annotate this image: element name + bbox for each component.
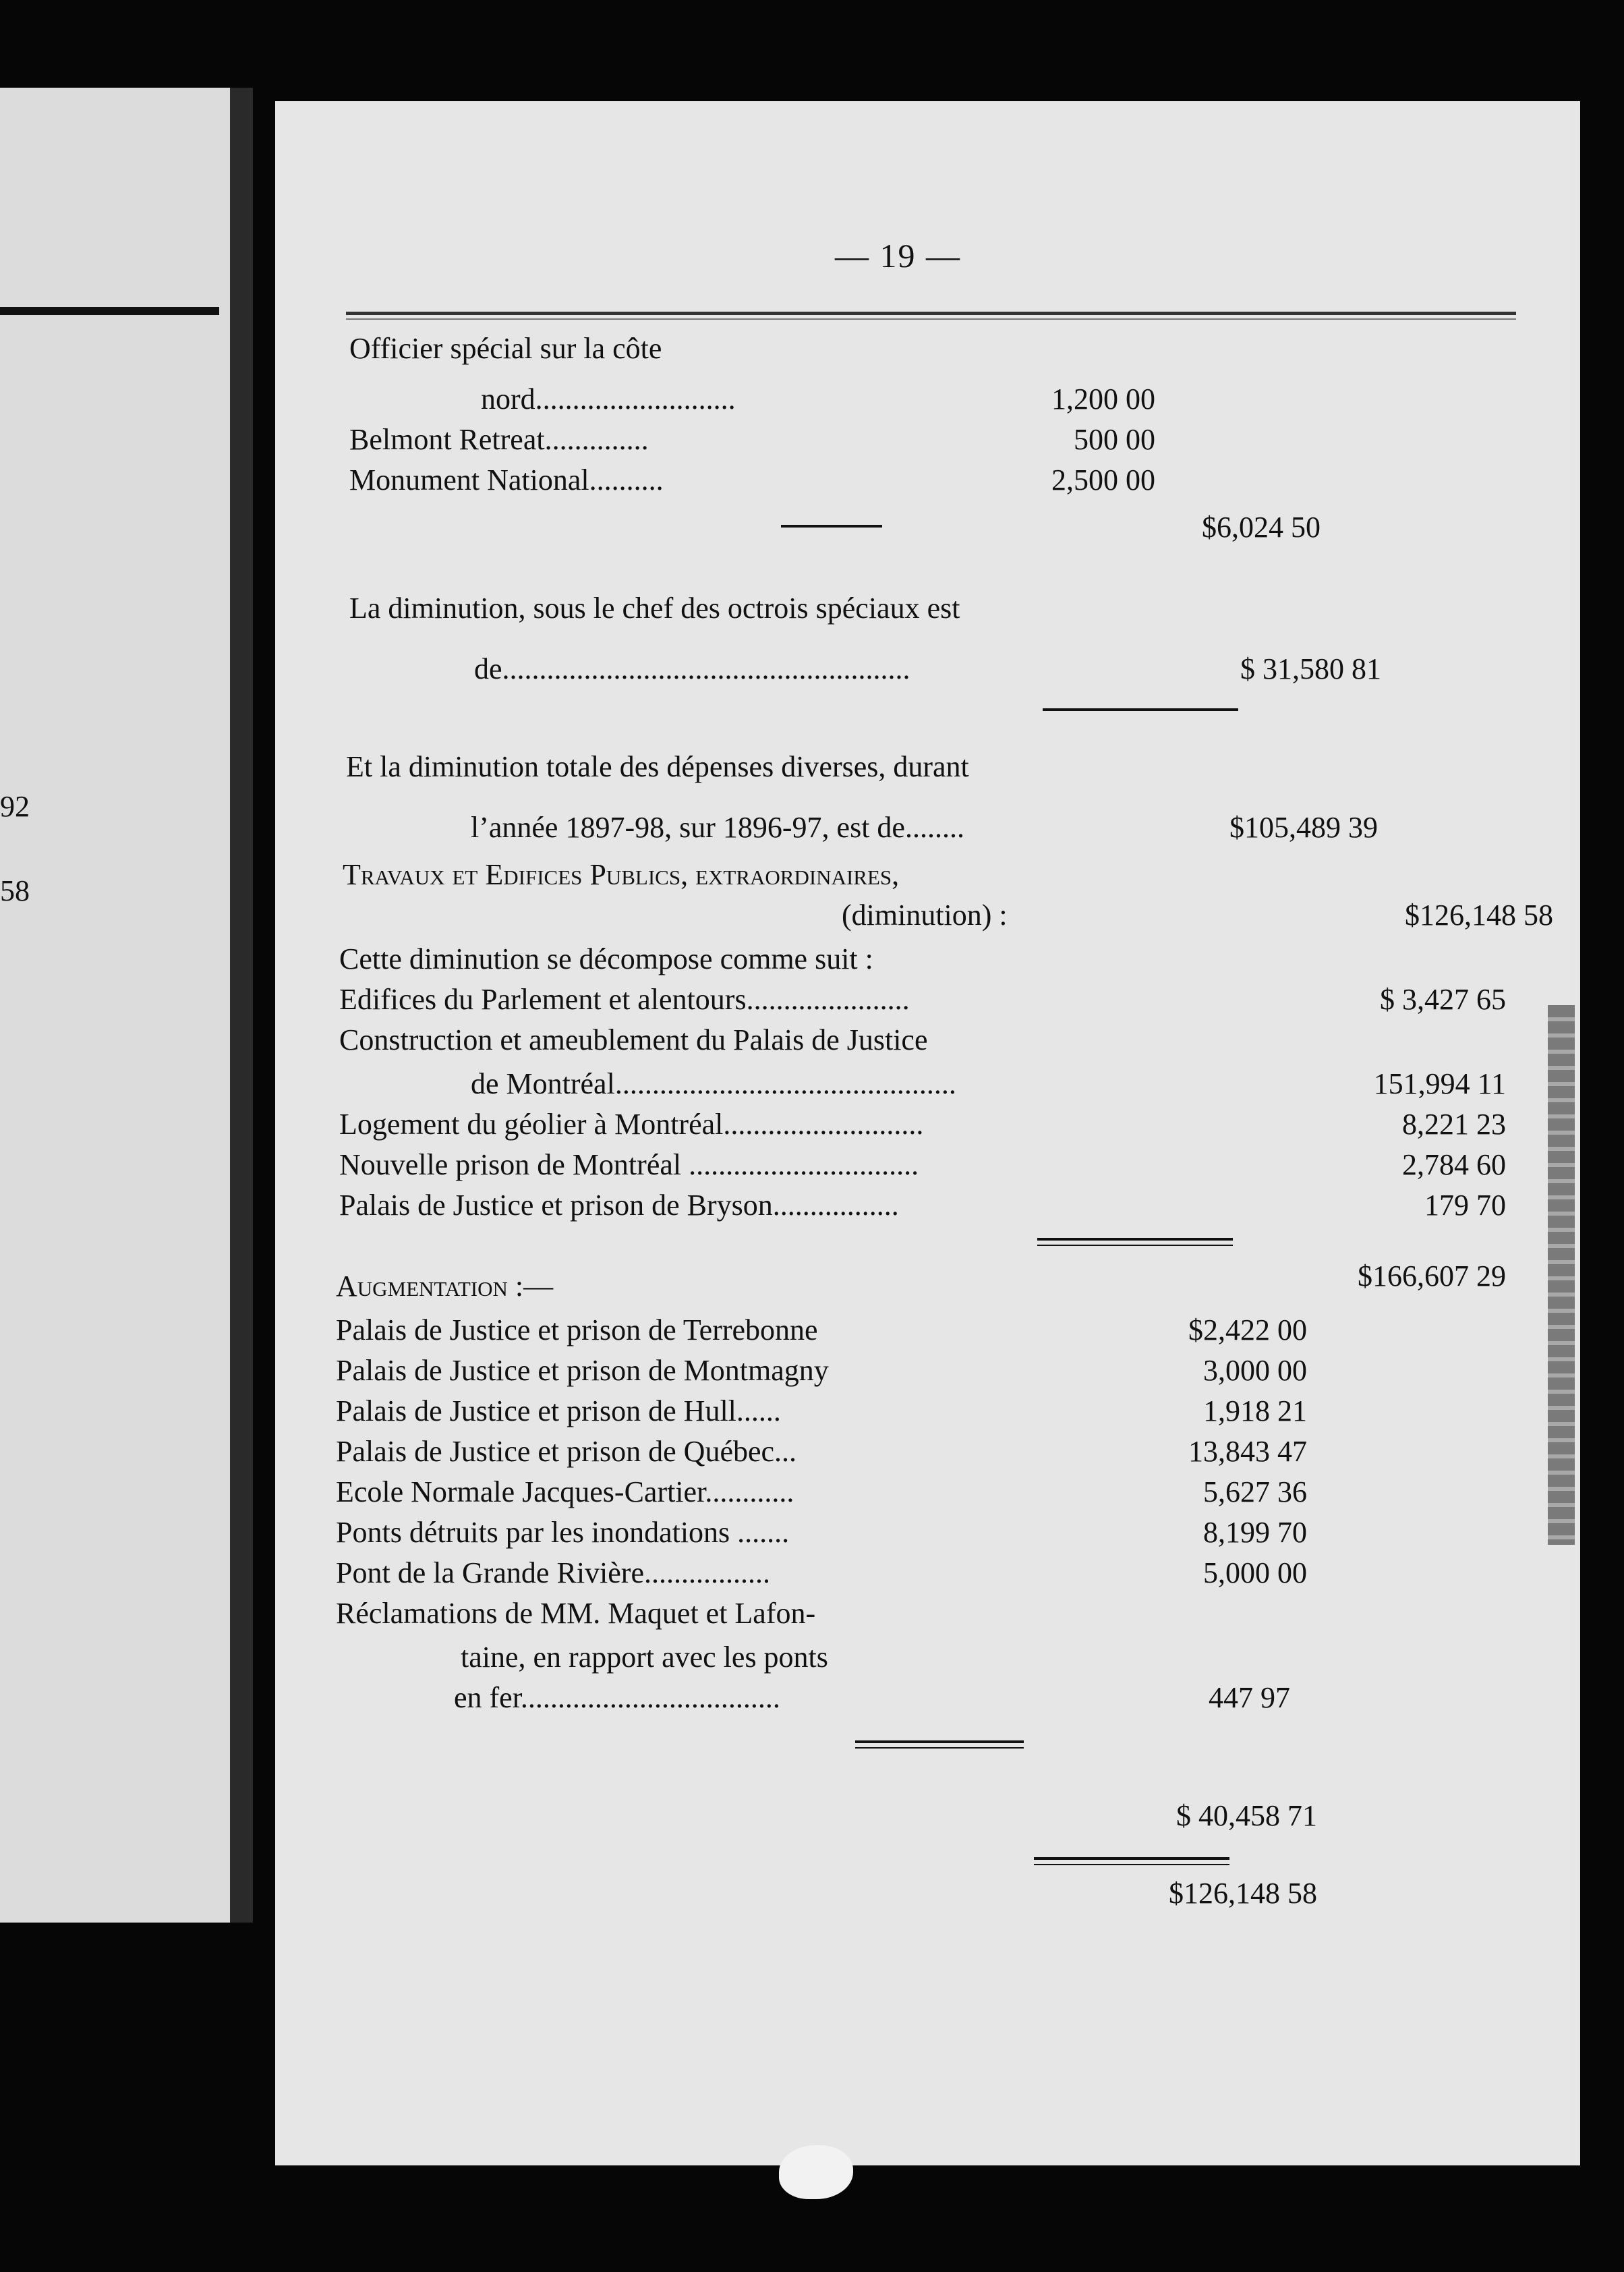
line-item-label: Palais de Justice et prison de Terrebonne: [336, 1313, 818, 1346]
grant-amount: 1,200 00: [1051, 382, 1155, 416]
line-item-label: Réclamations de MM. Maquet et Lafon-: [336, 1597, 816, 1630]
grant-label: Monument National..........: [349, 463, 664, 496]
line-item-label: Palais de Justice et prison de Hull......: [336, 1394, 781, 1427]
decrease-total: $166,607 29: [1358, 1259, 1506, 1293]
total-rule: [1037, 1245, 1233, 1246]
paragraph-text: Cette diminution se décompose comme suit :: [339, 942, 873, 975]
left-page-number-fragment: 58: [0, 874, 30, 907]
grant-amount: 500 00: [1074, 423, 1155, 456]
line-item-amount: 2,784 60: [1402, 1148, 1506, 1181]
section-subheading: (diminution) :: [842, 899, 1008, 932]
line-item-label: Ecole Normale Jacques-Cartier............: [336, 1475, 794, 1508]
public-works-amount: $126,148 58: [1405, 899, 1553, 932]
subtotal-rule: [855, 1740, 1024, 1743]
subtotal-rule: [781, 525, 882, 528]
misc-expenses-decrease-amount: $105,489 39: [1229, 811, 1378, 844]
total-rule: [1043, 708, 1238, 711]
grant-label: nord...........................: [481, 382, 736, 416]
page-number: — 19 —: [835, 237, 961, 275]
line-item-label: de Montréal..............................................: [471, 1067, 956, 1100]
line-item-label: Logement du géolier à Montréal...........................: [339, 1108, 924, 1141]
line-item-amount: 5,627 36: [1203, 1475, 1307, 1508]
header-rule: [346, 312, 1516, 315]
line-item-label: Palais de Justice et prison de Québec...: [336, 1435, 797, 1468]
line-item-label: en fer...................................: [454, 1681, 780, 1714]
total-rule: [1034, 1857, 1229, 1860]
grant-label: Officier spécial sur la côte: [349, 332, 662, 365]
paragraph-text: l’année 1897-98, sur 1896-97, est de........: [471, 811, 964, 844]
line-item-amount: 179 70: [1424, 1189, 1506, 1222]
line-item-amount: 1,918 21: [1203, 1394, 1307, 1427]
grant-label: Belmont Retreat..............: [349, 423, 649, 456]
line-item-label: taine, en rapport avec les ponts: [461, 1641, 828, 1674]
line-item-label: Edifices du Parlement et alentours......................: [339, 983, 910, 1016]
line-item-label: Palais de Justice et prison de Montmagny: [336, 1354, 829, 1387]
library-stamp: [1548, 1005, 1575, 1545]
line-item-amount: 8,199 70: [1203, 1516, 1307, 1549]
line-item-amount: 13,843 47: [1188, 1435, 1307, 1468]
section-heading: Augmentation :—: [336, 1270, 554, 1303]
line-item-label: Palais de Justice et prison de Bryson.................: [339, 1189, 899, 1222]
section-heading: Travaux et Edifices Publics, extraordinaires,: [343, 858, 900, 891]
line-item-amount: 5,000 00: [1203, 1556, 1307, 1589]
line-item-amount: 447 97: [1209, 1681, 1290, 1714]
left-page-number-fragment: 92: [0, 790, 30, 823]
increase-total: $ 40,458 71: [1176, 1799, 1317, 1832]
grand-total: $126,148 58: [1169, 1877, 1317, 1910]
paragraph-text: de.......................................................: [474, 652, 910, 685]
paragraph-text: La diminution, sous le chef des octrois spéciaux est: [349, 592, 960, 625]
line-item-amount: 3,000 00: [1203, 1354, 1307, 1387]
total-rule: [1037, 1238, 1233, 1241]
line-item-amount: 151,994 11: [1373, 1067, 1506, 1100]
line-item-label: Pont de la Grande Rivière.................: [336, 1556, 770, 1589]
special-grants-decrease-amount: $ 31,580 81: [1240, 652, 1381, 685]
line-item-amount: $ 3,427 65: [1380, 983, 1506, 1016]
line-item-label: Nouvelle prison de Montréal ...............................: [339, 1148, 919, 1181]
grant-amount: 2,500 00: [1051, 463, 1155, 496]
line-item-amount: 8,221 23: [1402, 1108, 1506, 1141]
grants-total: $6,024 50: [1202, 511, 1321, 544]
line-item-label: Ponts détruits par les inondations .......: [336, 1516, 790, 1549]
book-binding: [230, 88, 253, 1923]
left-page-rule: [0, 307, 219, 315]
left-page-fragment: [0, 88, 253, 1923]
page-damage-mark: [779, 2145, 853, 2199]
document-page: [275, 101, 1580, 2165]
subtotal-rule: [855, 1747, 1024, 1749]
paragraph-text: Et la diminution totale des dépenses diverses, durant: [346, 750, 969, 783]
line-item-amount: $2,422 00: [1188, 1313, 1307, 1346]
header-rule: [346, 318, 1516, 320]
total-rule: [1034, 1864, 1229, 1865]
line-item-label: Construction et ameublement du Palais de Justice: [339, 1023, 928, 1056]
